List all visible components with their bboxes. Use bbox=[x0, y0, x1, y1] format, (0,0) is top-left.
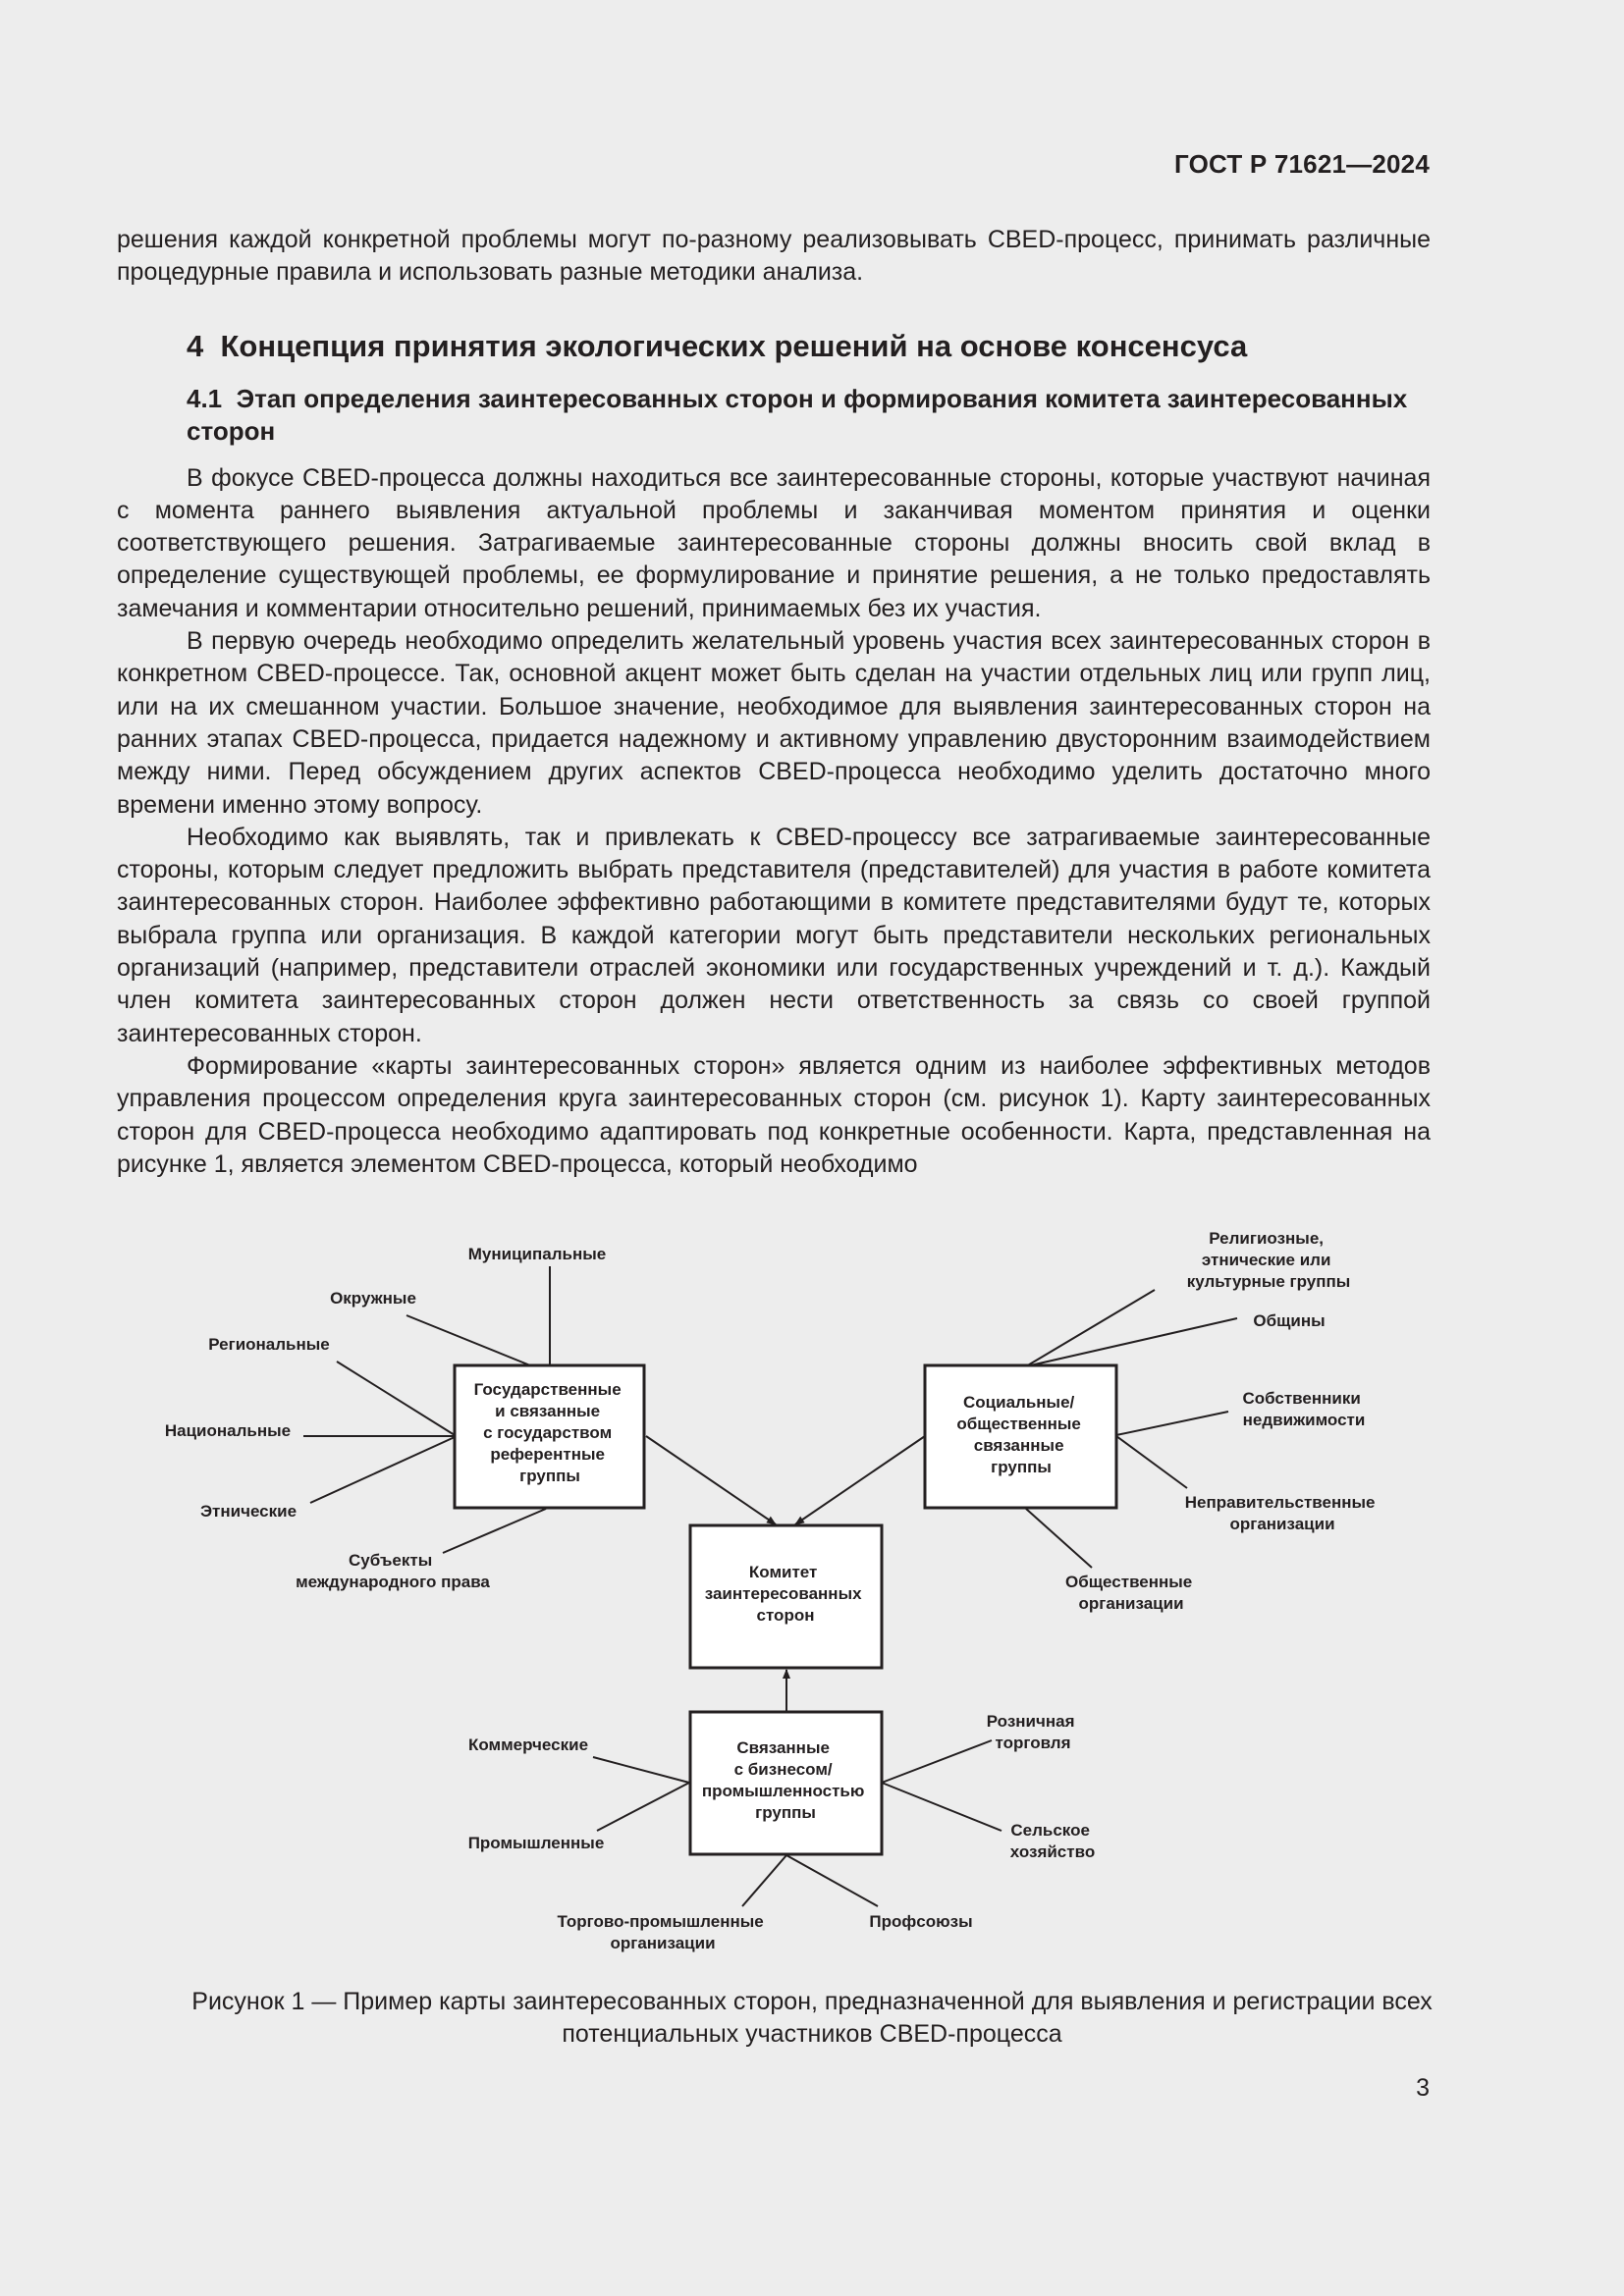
box-text-committee: Комитет заинтересованных сторон bbox=[704, 1563, 862, 1625]
box-text-social: Социальные/ общественные связанные группы bbox=[956, 1393, 1081, 1476]
connector-ngo bbox=[1116, 1436, 1187, 1488]
arrow-social-to-committee bbox=[795, 1436, 925, 1524]
label-public-org: Общественные организации bbox=[1064, 1573, 1193, 1613]
body-paragraph: Формирование «карты заинтересованных сторон» является одним из наиболее эффективных методов управления процессом определения круга заинтересованных сторон (см. рисунок 1). Карту заинтересованных сторон для CBED-процесса необходимо адаптировать под конкретные особенности. Карта, представленная на рисунке 1, является элементом CBED-процесса, который необходимо bbox=[117, 1051, 1431, 1178]
body-paragraph: Необходимо как выявлять, так и привлекать к CBED-процессу все затрагиваемые заинтересованные стороны, которым следует предложить выбрать представителя (представителей) для участия в работе комитета заинтересованных сторон. Наиболее эффективно работающими в комитете представителями будут те, которых выбрала группа или организация. В каждой категории могут быть представители нескольких региональных организаций (например, представители отраслей экономики или государственных учреждений и т. д.). Каждый член комитета заинтересованных сторон должен нести ответственность за связь со своей группой заинтересованных сторон. bbox=[117, 823, 1431, 1047]
label-trade-industrial: Торгово-промышленные организации bbox=[557, 1912, 764, 1952]
connector-commercial bbox=[593, 1757, 689, 1783]
connector-intl-law bbox=[443, 1509, 546, 1553]
arrow-gov-to-committee bbox=[646, 1436, 776, 1524]
connector-religious bbox=[1026, 1290, 1155, 1366]
connector-trade-industrial bbox=[742, 1855, 786, 1906]
label-industrial: Промышленные bbox=[467, 1834, 605, 1852]
connector-owners bbox=[1116, 1412, 1228, 1435]
intro-paragraph: решения каждой конкретной проблемы могут по-разному реализовывать CBED-процесс, принимать различные процедурные правила и использовать разные методики анализа. bbox=[117, 226, 1431, 287]
stakeholder-map-figure bbox=[0, 1207, 1624, 1993]
body-paragraph: В фокусе CBED-процесса должны находиться все заинтересованные стороны, которые участвуют начиная с момента раннего выявления актуальной проблемы и заканчивая моментом принятия и оценки соответствующего решения. Затрагиваемые заинтересованные стороны должны вносить свой вклад в определение существующей проблемы, ее формулирование и принятие решения, а не только предоставлять замечания и комментарии относительно решений, принимаемых без их участия. bbox=[117, 463, 1431, 622]
label-religious: Религиозные, этнические или культурные группы bbox=[1186, 1229, 1351, 1291]
section-title: Концепция принятия экологических решений на основе консенсуса bbox=[220, 328, 1248, 363]
section-number: 4 bbox=[187, 328, 204, 363]
label-ethnic: Этнические bbox=[199, 1502, 298, 1521]
connector-district bbox=[406, 1315, 530, 1365]
label-regional: Региональные bbox=[208, 1335, 330, 1354]
figure-caption-line: потенциальных участников CBED-процесса bbox=[562, 2020, 1062, 2048]
connector-agriculture bbox=[882, 1783, 1001, 1831]
connector-communities bbox=[1026, 1318, 1237, 1366]
page-number: 3 bbox=[1416, 2074, 1430, 2102]
label-ngo: Неправительственные организации bbox=[1184, 1493, 1376, 1533]
connector-public-org bbox=[1026, 1509, 1092, 1568]
label-agriculture: Сельское хозяйство bbox=[1009, 1821, 1096, 1861]
connector-industrial bbox=[597, 1783, 689, 1831]
document-body bbox=[117, 224, 1431, 1181]
box-texts bbox=[474, 1380, 1086, 1822]
label-communities: Общины bbox=[1253, 1311, 1326, 1330]
subsection-heading bbox=[187, 383, 1431, 448]
connector-regional bbox=[337, 1362, 455, 1435]
label-national: Национальные bbox=[164, 1421, 292, 1440]
label-municipal: Муниципальные bbox=[467, 1245, 607, 1263]
connector-retail bbox=[882, 1740, 992, 1783]
connector-unions bbox=[786, 1855, 878, 1906]
connector-ethnic bbox=[310, 1437, 455, 1503]
subsection-title: Этап определения заинтересованных сторон и формирования комитета заинтересованных сторон bbox=[187, 383, 1408, 446]
box-text-government: Государственные и связанные с государством референтные группы bbox=[473, 1380, 622, 1485]
stakeholder-map-diagram bbox=[0, 1207, 1624, 1993]
subsection-number: 4.1 bbox=[187, 383, 223, 413]
label-unions: Профсоюзы bbox=[869, 1912, 973, 1931]
body-paragraph: В первую очередь необходимо определить желательный уровень участия всех заинтересованных сторон в конкретном CBED-процессе. Так, основной акцент может быть сделан на участии отдельных лиц или групп лиц, или на их смешанном участии. Большое значение, необходимое для выявления заинтересованных сторон на ранних этапах CBED-процесса, придается надежному и активному управлению двусторонним взаимодействием между ними. Перед обсуждением других аспектов CBED-процесса необходимо уделить достаточно много времени именно этому вопросу. bbox=[117, 627, 1431, 819]
label-commercial: Коммерческие bbox=[467, 1735, 589, 1754]
figure-caption-line: Рисунок 1 — Пример карты заинтересованных сторон, предназначенной для выявления и регистрации всех bbox=[191, 1988, 1433, 2015]
figure-caption bbox=[0, 1986, 1624, 2051]
document-id-header: ГОСТ Р 71621—2024 bbox=[1174, 149, 1430, 179]
label-retail: Розничная торговля bbox=[986, 1712, 1075, 1752]
label-owners: Собственники недвижимости bbox=[1242, 1389, 1366, 1429]
box-text-business: Связанные с бизнесом/ промышленностью группы bbox=[701, 1738, 865, 1822]
label-district: Окружные bbox=[330, 1289, 416, 1308]
section-heading bbox=[187, 327, 1431, 366]
label-intl-law: Субъекты международного права bbox=[296, 1551, 490, 1591]
